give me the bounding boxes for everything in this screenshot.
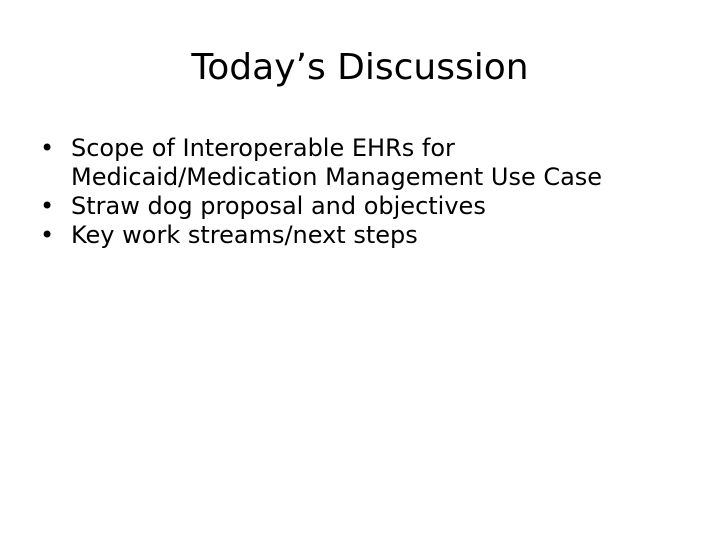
- bullet-text: Scope of Interoperable EHRs for Medicaid/Medication Management Use Case: [71, 134, 603, 191]
- bullet-item: [40, 221, 680, 250]
- bullet-icon: •: [40, 192, 55, 220]
- slide-title: Today’s Discussion: [191, 47, 529, 88]
- bullet-item: [40, 192, 680, 221]
- bullet-text: Key work streams/next steps: [71, 221, 418, 249]
- bullet-icon: •: [40, 221, 55, 249]
- bullet-text: Straw dog proposal and objectives: [71, 192, 486, 220]
- bullet-list: [40, 134, 680, 250]
- bullet-item: [40, 134, 680, 192]
- bullet-icon: •: [40, 134, 55, 162]
